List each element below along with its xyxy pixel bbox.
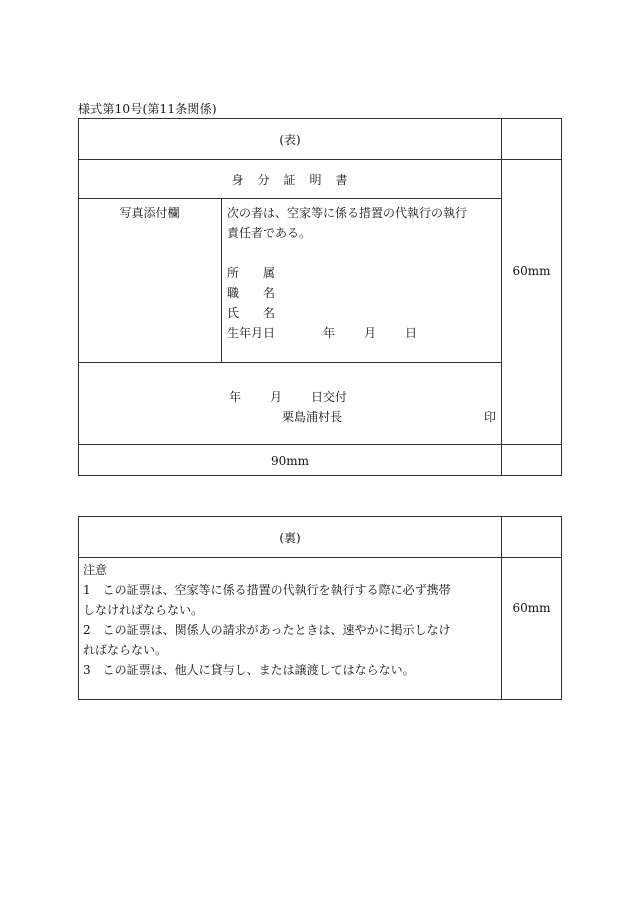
field-name-label: 氏 名	[227, 306, 276, 320]
issue-day-label: 日交付	[311, 390, 348, 404]
back-header: (裏)	[279, 531, 301, 545]
note-1-line-1: 1 この証票は、空家等に係る措置の代執行を執行する際に必ず携帯	[83, 583, 451, 597]
field-position-label: 職 名	[227, 286, 276, 300]
photo-area-label: 写真添付欄	[119, 206, 180, 220]
issue-month-label: 月	[270, 390, 283, 404]
front-height-label: 60mm	[512, 264, 551, 278]
front-photo-divider	[221, 198, 222, 362]
note-3: 3 この証票は、他人に貸与し、または譲渡してはならない。	[83, 663, 415, 677]
issue-year-label: 年	[229, 390, 242, 404]
document-title: 身 分 証 明 書	[231, 173, 349, 187]
back-header-divider	[78, 557, 562, 558]
note-2-line-2: ればならない。	[83, 643, 168, 657]
front-footer-divider	[78, 444, 562, 445]
front-right-top-divider	[501, 159, 562, 160]
statement-line-1: 次の者は、空家等に係る措置の代執行の執行	[227, 206, 468, 220]
statement-line-2: 責任者である。	[227, 226, 312, 240]
note-2-line-1: 2 この証票は、関係人の請求があったときは、速やかに掲示しなけ	[83, 623, 451, 637]
front-body-divider	[78, 362, 502, 363]
seal-mark: 印	[484, 410, 497, 424]
form-caption: 様式第10号(第11条関係)	[78, 102, 217, 116]
back-height-label: 60mm	[512, 601, 551, 615]
note-1-line-2: しなければならない。	[83, 603, 204, 617]
birthdate-day-label: 日	[405, 326, 418, 340]
field-birthdate-label: 生年月日	[227, 326, 276, 340]
notes-title: 注意	[83, 563, 108, 577]
issuer-name: 栗島浦村長	[282, 410, 343, 424]
front-header: (表)	[279, 133, 301, 147]
birthdate-month-label: 月	[364, 326, 377, 340]
front-header-divider	[78, 159, 502, 160]
front-width-label: 90mm	[270, 454, 310, 468]
front-title-divider	[78, 198, 502, 199]
field-affiliation-label: 所 属	[227, 266, 276, 280]
birthdate-year-label: 年	[323, 326, 336, 340]
